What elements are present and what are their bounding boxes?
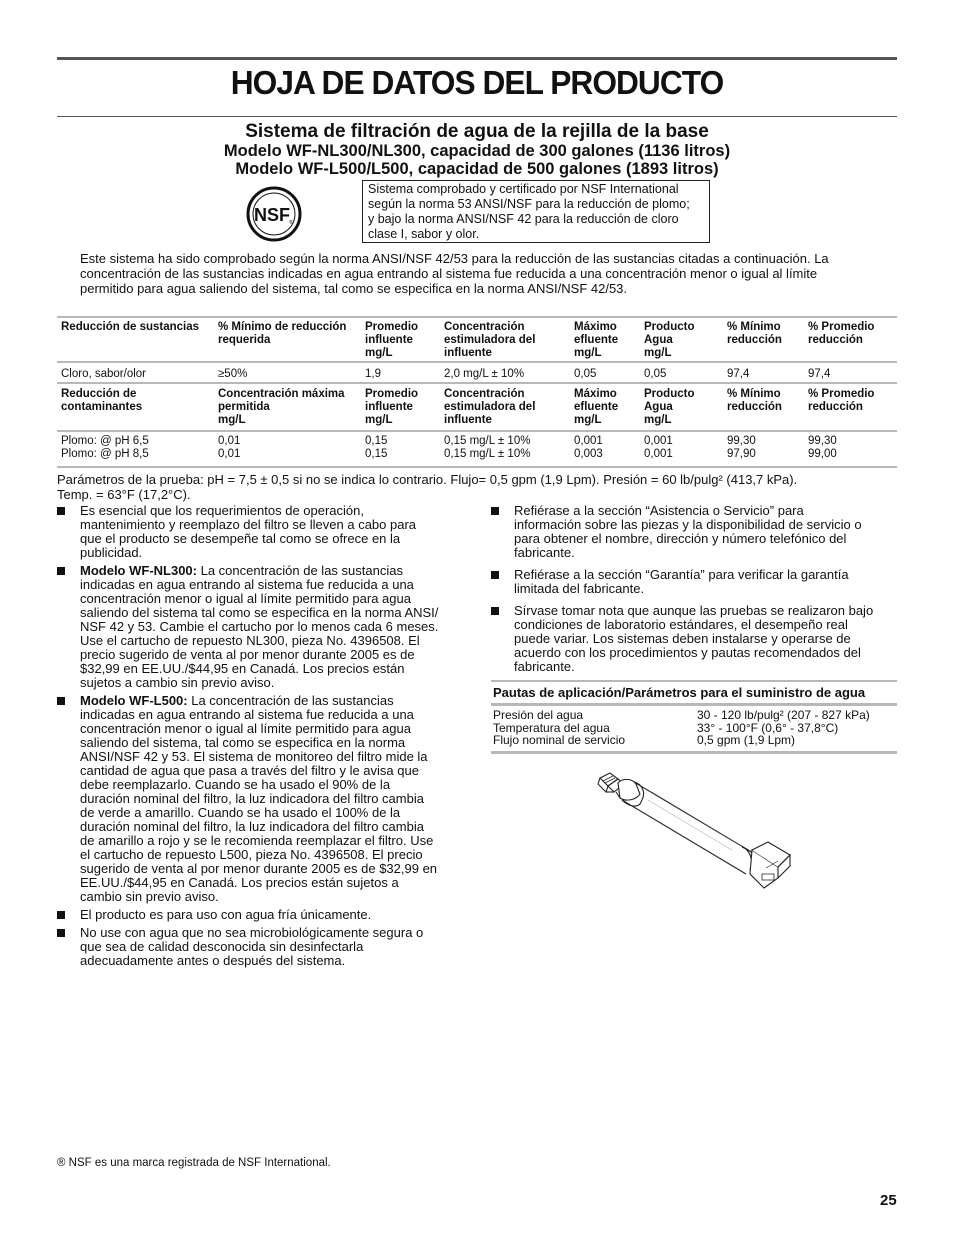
table-cell: Plomo: @ pH 6,5 Plomo: @ pH 8,5 bbox=[61, 435, 149, 460]
table-header-row bbox=[57, 319, 897, 362]
square-bullet-icon bbox=[57, 911, 65, 919]
right-bullet-list bbox=[491, 504, 901, 678]
model-line-1: Modelo WF-NL300/NL300, capacidad de 300 galones (1136 litros) bbox=[223, 142, 731, 160]
certification-line: según la norma 53 ANSI/NSF para la reducción de plomo; bbox=[368, 197, 690, 211]
test-parameters-line: Temp. = 63°F (17,2°C). bbox=[57, 487, 191, 502]
header-cell: Concentración estimuladora del influente bbox=[444, 321, 536, 359]
list-item: Es esencial que los requerimientos de operación, mantenimiento y reemplazo del filtro se lleven a cabo para que el producto se desempeñe tal como se ofrece en la publicidad. bbox=[57, 504, 467, 560]
list-item: Modelo WF-NL300: La concentración de las sustancias indicadas en agua entrando al sistema fue reducida a una concentración menor o igual al límite permitido para agua saliendo del sistema tal como se especifica en la norma ANSI/ NSF 42 y 53. Cambie el cartucho por lo menos cada 6 meses. Use el cartucho de repuesto NL300, pieza No. 4396508. El precio sugerido de venta al por menor durante 2005 es de $32,99 en EE.UU./$44,95 en Canadá. Los precios están sujetos a cambio sin previo aviso. bbox=[57, 564, 467, 690]
square-bullet-icon bbox=[491, 607, 499, 615]
bullet-lead: Modelo WF-NL300: bbox=[80, 563, 197, 578]
page-title: HOJA DE DATOS DEL PRODUCTO bbox=[230, 64, 724, 101]
section-subtitle: Sistema de filtración de agua de la rejilla de la base bbox=[245, 121, 709, 142]
header-cell: Producto Agua mg/L bbox=[644, 321, 695, 359]
chlorine-reduction-table bbox=[57, 319, 897, 383]
intro-line: Este sistema ha sido comprobado según la norma ANSI/NSF 42/53 para la reducción de las sustancias citadas a continuación. La bbox=[80, 251, 829, 266]
table-cell: 0,05 bbox=[644, 368, 667, 380]
square-bullet-icon bbox=[57, 507, 65, 515]
table-cell: 0,001 0,003 bbox=[574, 435, 603, 460]
certification-line: clase I, sabor y olor. bbox=[368, 227, 480, 241]
table-cell: Flujo nominal de servicio bbox=[493, 733, 626, 747]
table-cell: 0,15 0,15 bbox=[365, 435, 388, 460]
table-cell: 99,30 99,00 bbox=[808, 435, 837, 460]
header-cell: Producto Agua mg/L bbox=[644, 388, 695, 426]
header-cell: % Mínimo reducción bbox=[727, 321, 782, 346]
list-item: Modelo WF-L500: La concentración de las sustancias indicadas en agua entrando al sistema fue reducida a una concentración menor o igual al límite permitido para agua saliendo del sistema, tal como se especifica en la norma ANSI/NSF 42 y 53. El sistema de monitoreo del filtro mide la cantidad de agua que pasa a través del filtro y le avisa que debe reemplazarlo. Cuando se ha usado el 90% de la duración nominal del filtro, la luz indicadora del filtro cambia de verde a amarillo. Cuando se ha usado el 100% de la duración nominal del filtro, la luz indicadora del filtro cambia de amarillo a rojo y se le recomienda reemplazar el filtro. Use el cartucho de repuesto L500, pieza No. 4396508. El precio sugerido de venta al por menor durante 2005 es de $32,99 en EE.UU./$44,95 en Canadá. Los precios están sujetos a cambio sin previo aviso. bbox=[57, 694, 467, 904]
footnote: ® NSF es una marca registrada de NSF International. bbox=[57, 1157, 331, 1169]
guidelines-rule bbox=[491, 680, 897, 682]
header-cell: % Promedio reducción bbox=[808, 388, 875, 413]
table-cell: 97,4 bbox=[808, 368, 831, 380]
table-rule bbox=[57, 316, 897, 318]
guidelines-rule bbox=[491, 703, 897, 706]
table-cell: 0,001 0,001 bbox=[644, 435, 673, 460]
table-cell: ≥50% bbox=[218, 368, 248, 380]
header-cell: Reducción de contaminantes bbox=[61, 388, 143, 413]
test-parameters-line: Parámetros de la prueba: pH = 7,5 ± 0,5 si no se indica lo contrario. Flujo= 0,5 gpm (1,9 Lpm). Presión = 60 lb/pulg² (413,7 kPa). bbox=[57, 472, 798, 487]
intro-line: concentración de las sustancias indicadas en agua entrando al sistema fue reducida a una concentración menor o igual al límite bbox=[80, 266, 818, 281]
list-item: Refiérase a la sección “Garantía” para verificar la garantía limitada del fabricante. bbox=[491, 568, 901, 596]
square-bullet-icon bbox=[491, 571, 499, 579]
certification-line: Sistema comprobado y certificado por NSF International bbox=[368, 182, 679, 196]
square-bullet-icon bbox=[57, 697, 65, 705]
square-bullet-icon bbox=[491, 507, 499, 515]
header-cell: Promedio influente mg/L bbox=[365, 388, 419, 426]
square-bullet-icon bbox=[57, 929, 65, 937]
table-cell: 1,9 bbox=[365, 368, 381, 380]
table-cell: Presión del agua bbox=[493, 708, 584, 722]
guidelines-rule bbox=[491, 751, 897, 754]
certification-box bbox=[362, 180, 710, 243]
intro-line: permitido para agua saliendo del sistema, tal como se especifica en la norma ANSI/NSF 42/53. bbox=[80, 281, 628, 296]
svg-text:®: ® bbox=[289, 220, 293, 226]
table-cell: 2,0 mg/L ± 10% bbox=[444, 368, 525, 380]
header-cell: Promedio influente mg/L bbox=[365, 321, 419, 359]
table-row bbox=[57, 431, 897, 463]
list-item: No use con agua que no sea microbiológicamente segura o que sea de calidad desconocida sin desinfectarla adecuadamente antes o después del sistema. bbox=[57, 926, 467, 968]
nsf-logo-text: NSF bbox=[254, 205, 290, 225]
table-cell: 0,05 bbox=[574, 368, 597, 380]
certification-line: y bajo la norma ANSI/NSF 42 para la reducción de cloro bbox=[368, 212, 679, 226]
table-cell: Cloro, sabor/olor bbox=[61, 368, 147, 380]
model-line-2: Modelo WF-L500/L500, capacidad de 500 galones (1893 litros) bbox=[235, 160, 719, 178]
table-cell: 97,4 bbox=[727, 368, 750, 380]
top-rule bbox=[57, 57, 897, 60]
guidelines-title: Pautas de aplicación/Parámetros para el suministro de agua bbox=[493, 685, 866, 700]
test-parameters bbox=[57, 472, 897, 502]
table-row bbox=[491, 734, 897, 747]
header-cell: Concentración estimuladora del influente bbox=[444, 388, 536, 426]
list-item: El producto es para uso con agua fría únicamente. bbox=[57, 908, 467, 922]
table-cell: 0,01 0,01 bbox=[218, 435, 241, 460]
table-cell: 0,15 mg/L ± 10% 0,15 mg/L ± 10% bbox=[444, 435, 531, 460]
header-cell: % Mínimo reducción bbox=[727, 388, 782, 413]
title-underline bbox=[57, 116, 897, 117]
header-cell: Máximo efluente mg/L bbox=[574, 388, 619, 426]
header-cell: Reducción de sustancias bbox=[61, 321, 200, 333]
header-cell: Máximo efluente mg/L bbox=[574, 321, 619, 359]
nsf-logo-icon bbox=[246, 186, 302, 242]
table-cell: 33° - 100°F (0,6° - 37,8°C) bbox=[697, 720, 839, 735]
list-item: Refiérase a la sección “Asistencia o Servicio” para información sobre las piezas y la disponibilidad de servicio o para obtener el nombre, dirección y número telefónico del fabricante. bbox=[491, 504, 901, 560]
header-cell: Concentración máxima permitida mg/L bbox=[218, 388, 345, 426]
filter-cartridge-illustration bbox=[592, 770, 797, 895]
guidelines-table bbox=[491, 709, 897, 747]
table-row bbox=[491, 709, 897, 722]
header-cell: % Promedio reducción bbox=[808, 321, 875, 346]
table-cell: 0,5 gpm (1,9 Lpm) bbox=[697, 733, 796, 747]
page-number: 25 bbox=[880, 1192, 897, 1209]
lead-reduction-table bbox=[57, 386, 897, 463]
list-item: Sírvase tomar nota que aunque las pruebas se realizaron bajo condiciones de laboratorio estándares, el desempeño real puede variar. Los sistemas deben instalarse y operarse de acuerdo con los procedimientos y pautas recomendados del fabricante. bbox=[491, 604, 901, 674]
table-cell: 30 - 120 lb/pulg² (207 - 827 kPa) bbox=[697, 708, 870, 722]
table-rule bbox=[57, 466, 897, 468]
header-cell: % Mínimo de reducción requerida bbox=[218, 321, 347, 346]
table-row bbox=[57, 362, 897, 383]
intro-paragraph bbox=[80, 251, 900, 296]
table-header-row bbox=[57, 386, 897, 431]
bullet-lead: Modelo WF-L500: bbox=[80, 693, 188, 708]
square-bullet-icon bbox=[57, 567, 65, 575]
table-cell: 99,30 97,90 bbox=[727, 435, 756, 460]
table-cell: Temperatura del agua bbox=[493, 720, 610, 735]
left-bullet-list bbox=[57, 504, 467, 972]
